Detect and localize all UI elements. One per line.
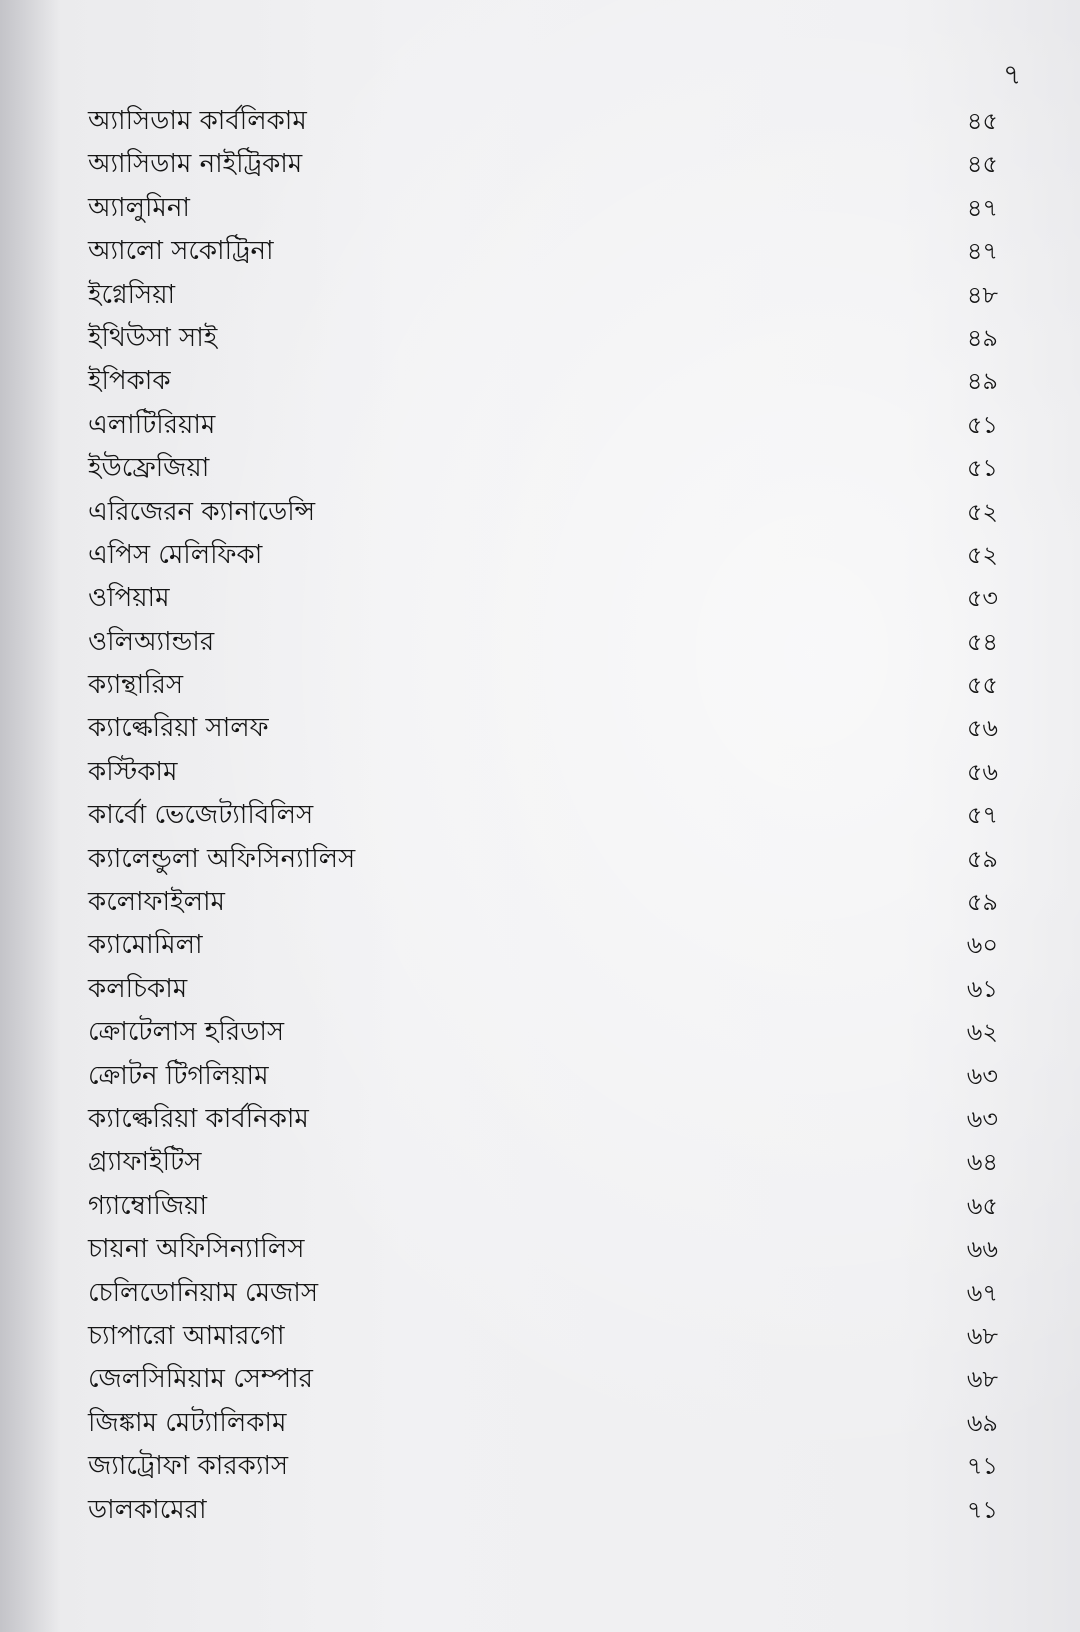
toc-entry-page-number: ৫৬ [966,757,998,786]
toc-entry-title: জেলসিমিয়াম সেম্পার [88,1364,313,1395]
toc-entry [88,751,998,794]
toc-entry [88,577,998,620]
toc-entry-title: এলাটিরিয়াম [88,409,216,440]
toc-entry-page-number: ৫১ [966,454,998,483]
toc-entry-page-number: ৪৫ [966,107,998,135]
toc-entry [88,1141,998,1184]
toc-entry [88,274,998,317]
toc-entry [88,1358,998,1401]
toc-entry-page-number: ৬৮ [966,1365,998,1394]
toc-entry-page-number: ৫৩ [966,584,998,613]
toc-entry [88,924,998,967]
toc-entry [88,1315,998,1358]
toc-entry-title: কার্বো ভেজেট্যাবিলিস [88,800,314,831]
page-gutter-shadow [0,0,60,1632]
toc-entry [88,881,998,924]
toc-entry-page-number: ৫৬ [966,714,998,743]
toc-entry-title: ওলিঅ্যান্ডার [88,626,215,657]
toc-entry-page-number: ৭১ [966,1495,998,1524]
toc-entry-title: ইগ্নেসিয়া [88,279,176,310]
page-number: ৭ [1003,58,1022,91]
toc-entry [88,447,998,490]
toc-entry [88,404,998,447]
toc-entry [88,230,998,273]
toc-entry-page-number: ৬৫ [966,1191,998,1220]
table-of-contents [88,100,998,1532]
toc-entry-page-number: ৪৫ [966,150,998,179]
toc-entry [88,360,998,403]
toc-entry [88,794,998,837]
toc-entry-title: ইথিউসা সাই [88,322,218,353]
toc-entry-title: এরিজেরন ক্যানাডেন্সি [88,496,316,527]
toc-entry-title: ইউফ্রেজিয়া [88,453,210,484]
toc-entry [88,968,998,1011]
toc-entry-page-number: ৬০ [966,931,998,960]
toc-entry-title: চায়না অফিসিন্যালিস [88,1234,305,1265]
toc-entry-title: ক্যালেন্ডুলা অফিসিন্যালিস [88,843,356,874]
toc-entry-page-number: ৬৯ [966,1408,998,1437]
toc-entry-page-number: ৬২ [966,1018,998,1047]
toc-entry-title: অ্যাসিডাম কার্বলিকাম [88,106,307,136]
toc-entry [88,143,998,186]
toc-entry [88,1445,998,1488]
toc-entry [88,1011,998,1054]
toc-entry [88,1228,998,1271]
toc-entry-page-number: ৬৭ [966,1278,998,1307]
toc-entry [88,1489,998,1532]
toc-entry-page-number: ৬৩ [966,1104,998,1133]
toc-entry [88,187,998,230]
toc-entry [88,621,998,664]
toc-entry-title: ক্যামোমিলা [88,930,203,961]
toc-entry-page-number: ৬৪ [966,1148,998,1177]
toc-entry [88,838,998,881]
toc-entry-title: ক্যাল্কেরিয়া সালফ [88,713,269,744]
toc-entry-title: কলোফাইলাম [88,887,225,918]
toc-entry-page-number: ৫৭ [966,801,998,830]
toc-entry [88,707,998,750]
toc-entry [88,1185,998,1228]
toc-entry [88,1402,998,1445]
toc-entry-page-number: ৬৬ [966,1235,998,1264]
toc-entry-page-number: ৫৪ [966,627,998,656]
toc-entry-page-number: ৬১ [966,974,998,1003]
toc-entry-title: গ্যাম্বোজিয়া [88,1190,207,1221]
toc-entry-page-number: ৫৯ [966,844,998,873]
toc-entry-title: ক্রোটন টিগলিয়াম [88,1060,269,1091]
toc-entry-page-number: ৫৫ [966,671,998,700]
toc-entry [88,1055,998,1098]
toc-entry [88,491,998,534]
toc-entry-title: কস্টিকাম [88,756,178,787]
toc-entry-title: এপিস মেলিফিকা [88,539,263,570]
toc-entry-page-number: ৭১ [966,1452,998,1481]
toc-entry-page-number: ৫৯ [966,888,998,917]
toc-entry-title: জ্যাট্রোফা কারক্যাস [88,1451,289,1482]
toc-entry-page-number: ৫২ [966,497,998,526]
toc-entry-page-number: ৬৩ [966,1061,998,1090]
toc-entry [88,317,998,360]
toc-entry-title: ক্রোটেলাস হরিডাস [88,1017,285,1048]
toc-entry-title: কলচিকাম [88,973,188,1004]
toc-entry-page-number: ৫১ [966,410,998,439]
toc-entry-title: গ্র্যাফাইটিস [88,1147,202,1178]
toc-entry-title: ডালকামেরা [88,1494,207,1525]
toc-entry-title: চেলিডোনিয়াম মেজাস [88,1277,318,1308]
toc-entry-page-number: ৪৯ [966,367,998,396]
toc-entry-title: ইপিকাক [88,366,171,397]
toc-entry-title: ওপিয়াম [88,583,170,614]
toc-entry [88,1272,998,1315]
toc-entry-page-number: ৪৭ [966,237,998,266]
toc-entry-title: অ্যালো সকোট্রিনা [88,236,274,267]
toc-entry [88,534,998,577]
toc-entry-page-number: ৫২ [966,540,998,569]
toc-entry-title: জিঙ্কাম মেট্যালিকাম [88,1407,287,1438]
toc-entry [88,1098,998,1141]
toc-entry-page-number: ৬৮ [966,1321,998,1350]
toc-entry-title: অ্যাসিডাম নাইট্রিকাম [88,149,303,180]
toc-entry-page-number: ৪৭ [966,193,998,222]
toc-entry-title: অ্যালুমিনা [88,192,190,223]
toc-entry [88,100,998,143]
toc-entry-title: চ্যাপারো আমারগো [88,1320,285,1351]
toc-entry-page-number: ৪৮ [966,280,998,309]
toc-entry-page-number: ৪৯ [966,323,998,352]
toc-entry [88,664,998,707]
toc-entry-title: ক্যাল্কেরিয়া কার্বনিকাম [88,1103,309,1134]
toc-entry-title: ক্যান্থারিস [88,670,184,701]
